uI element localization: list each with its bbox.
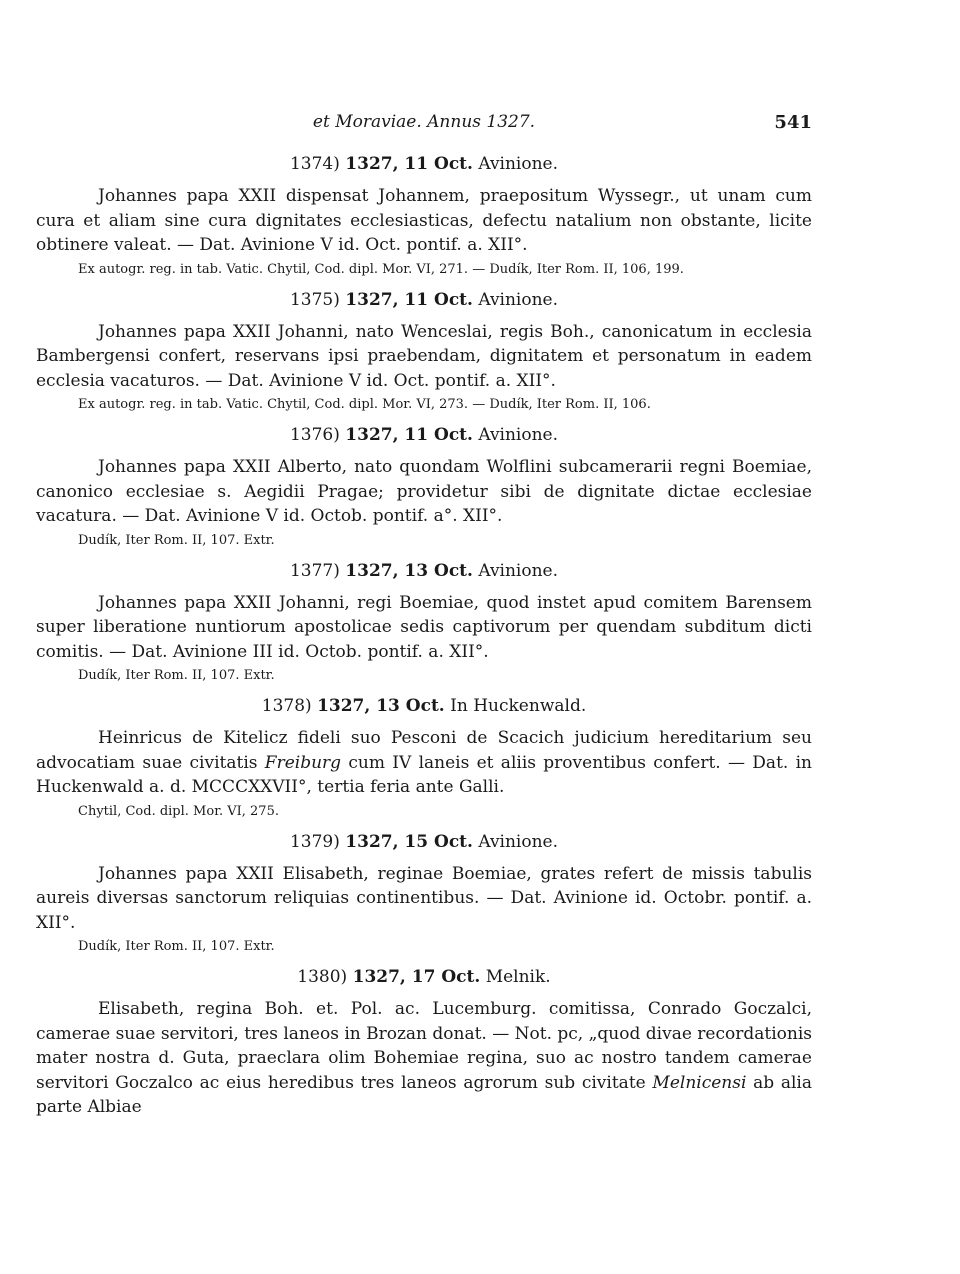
- entry-date: 1327, 13 Oct.: [317, 696, 445, 716]
- entry-text-part: cum IV laneis et aliis proventibus confert. — Dat. in Huckenwald a. d. MCCCXXVII°, tertia feria ante Galli.: [36, 752, 813, 797]
- entry-1380: [36, 965, 812, 1120]
- entry-text: [36, 726, 812, 800]
- entry-text: Johannes papa XXII Johanni, nato Wenceslai, regis Boh., canonicatum in ecclesia Bambergensi confert, reservans ipsi praebendam, dignitatem et personatum in eadem ecclesia vacaturos. — Dat. Avinione V id. Oct. pontif. a. XII°.: [36, 321, 812, 391]
- entry-heading: [36, 694, 812, 718]
- page-number: 541: [774, 112, 812, 133]
- entry-heading: [36, 830, 812, 854]
- entry-date: 1327, 11 Oct.: [345, 425, 473, 445]
- entry-number: 1377): [289, 560, 340, 581]
- entry-text-part: Heinricus de Kitelicz fideli suo Pesconi de Scacich judicium hereditarium seu advocatiam suae civitatis: [36, 728, 812, 773]
- entry-place: Avinione.: [478, 831, 559, 852]
- entry-heading: [36, 288, 812, 312]
- entry-place: Avinione.: [478, 289, 559, 310]
- entry-heading: [36, 423, 812, 447]
- entry-text-part: ab alia parte Albiae: [36, 1072, 812, 1117]
- entry-text-part: Elisabeth, regina Boh. et. Pol. ac. Lucemburg. comitissa, Conrado Goczalci, camerae suae servitori, tres laneos in Brozan donat. — Not. pc, „quod divae recordationis mater nostra d. Guta, praeclara olim Bohemiae regina, suo ac nostro tandem camerae servitori Goczalco ac eius heredibus tres laneos agrorum sub civitate: [36, 999, 812, 1093]
- entry-date: 1327, 17 Oct.: [352, 967, 481, 987]
- entry-1376: [36, 423, 812, 551]
- entry-source: Chytil, Cod. dipl. Mor. VI, 275.: [78, 803, 279, 819]
- entry-text: Johannes papa XXII Johanni, regi Boemiae, quod instet apud comitem Barensem super liberatione nuntiorum apostolicae sedis captivorum per quendam subditum dicti comitis. — Dat. Avinione III id. Octob. pontif. a. XII°.: [36, 592, 812, 662]
- entry-1378: [36, 694, 812, 822]
- entry-place: Avinione.: [478, 154, 559, 174]
- entry-date: 1327, 11 Oct.: [345, 289, 473, 310]
- running-title: et Moraviae. Annus 1327.: [312, 112, 536, 132]
- page: [36, 112, 812, 1120]
- entry-date: 1327, 11 Oct.: [345, 154, 473, 174]
- entry-heading: [36, 965, 812, 989]
- entry-number: 1376): [289, 425, 340, 445]
- entry-date: 1327, 13 Oct.: [345, 560, 473, 581]
- entry-number: 1378): [261, 696, 312, 716]
- entry-source: Dudík, Iter Rom. II, 107. Extr.: [78, 668, 275, 683]
- entry-text: Johannes papa XXII Elisabeth, reginae Boemiae, grates refert de missis tabulis aureis diversas sanctorum reliquias continentibus. — Dat. Avinione id. Octobr. pontif. a. XII°.: [36, 863, 812, 933]
- entry-place: Avinione.: [478, 560, 559, 581]
- italic-placename: Melnicensi: [652, 1072, 747, 1093]
- entry-text: [36, 997, 812, 1120]
- entry-source: Dudík, Iter Rom. II, 107. Extr.: [78, 939, 275, 954]
- entry-1374: [36, 152, 812, 280]
- entry-1375: [36, 288, 812, 416]
- running-head: [36, 112, 812, 144]
- entry-place: Melnik.: [485, 967, 551, 987]
- entry-source: Ex autogr. reg. in tab. Vatic. Chytil, Cod. dipl. Mor. VI, 271. — Dudík, Iter Rom. II, 106, 199.: [78, 261, 684, 277]
- entry-1379: [36, 830, 812, 958]
- entry-heading: [36, 559, 812, 583]
- entry-1377: [36, 559, 812, 687]
- entry-number: 1380): [297, 967, 348, 987]
- entry-place: Avinione.: [478, 425, 559, 445]
- entry-text: Johannes papa XXII dispensat Johannem, praepositum Wyssegr., ut unam cum cura et aliam sine cura dignitates ecclesiasticas, defectu natalium non obstante, licite obtinere valeat. — Dat. Avinione V id. Oct. pontif. a. XII°.: [36, 186, 812, 255]
- entry-date: 1327, 15 Oct.: [345, 831, 473, 852]
- entry-text: Johannes papa XXII Alberto, nato quondam Wolflini subcamerarii regni Boemiae, canonico ecclesiae s. Aegidii Pragae; providetur sibi de dignitate dictae ecclesiae vacatura. — Dat. Avinione V id. Octob. pontif. a°. XII°.: [36, 457, 812, 526]
- italic-placename: Freiburg: [264, 752, 342, 773]
- entry-number: 1374): [289, 154, 340, 174]
- entry-source: Dudík, Iter Rom. II, 107. Extr.: [78, 532, 275, 548]
- entry-number: 1379): [289, 831, 340, 852]
- entry-place: In Huckenwald.: [450, 696, 587, 716]
- entry-source: Ex autogr. reg. in tab. Vatic. Chytil, Cod. dipl. Mor. VI, 273. — Dudík, Iter Rom. II, 106.: [78, 397, 651, 412]
- entry-number: 1375): [289, 289, 340, 310]
- entry-heading: [36, 152, 812, 176]
